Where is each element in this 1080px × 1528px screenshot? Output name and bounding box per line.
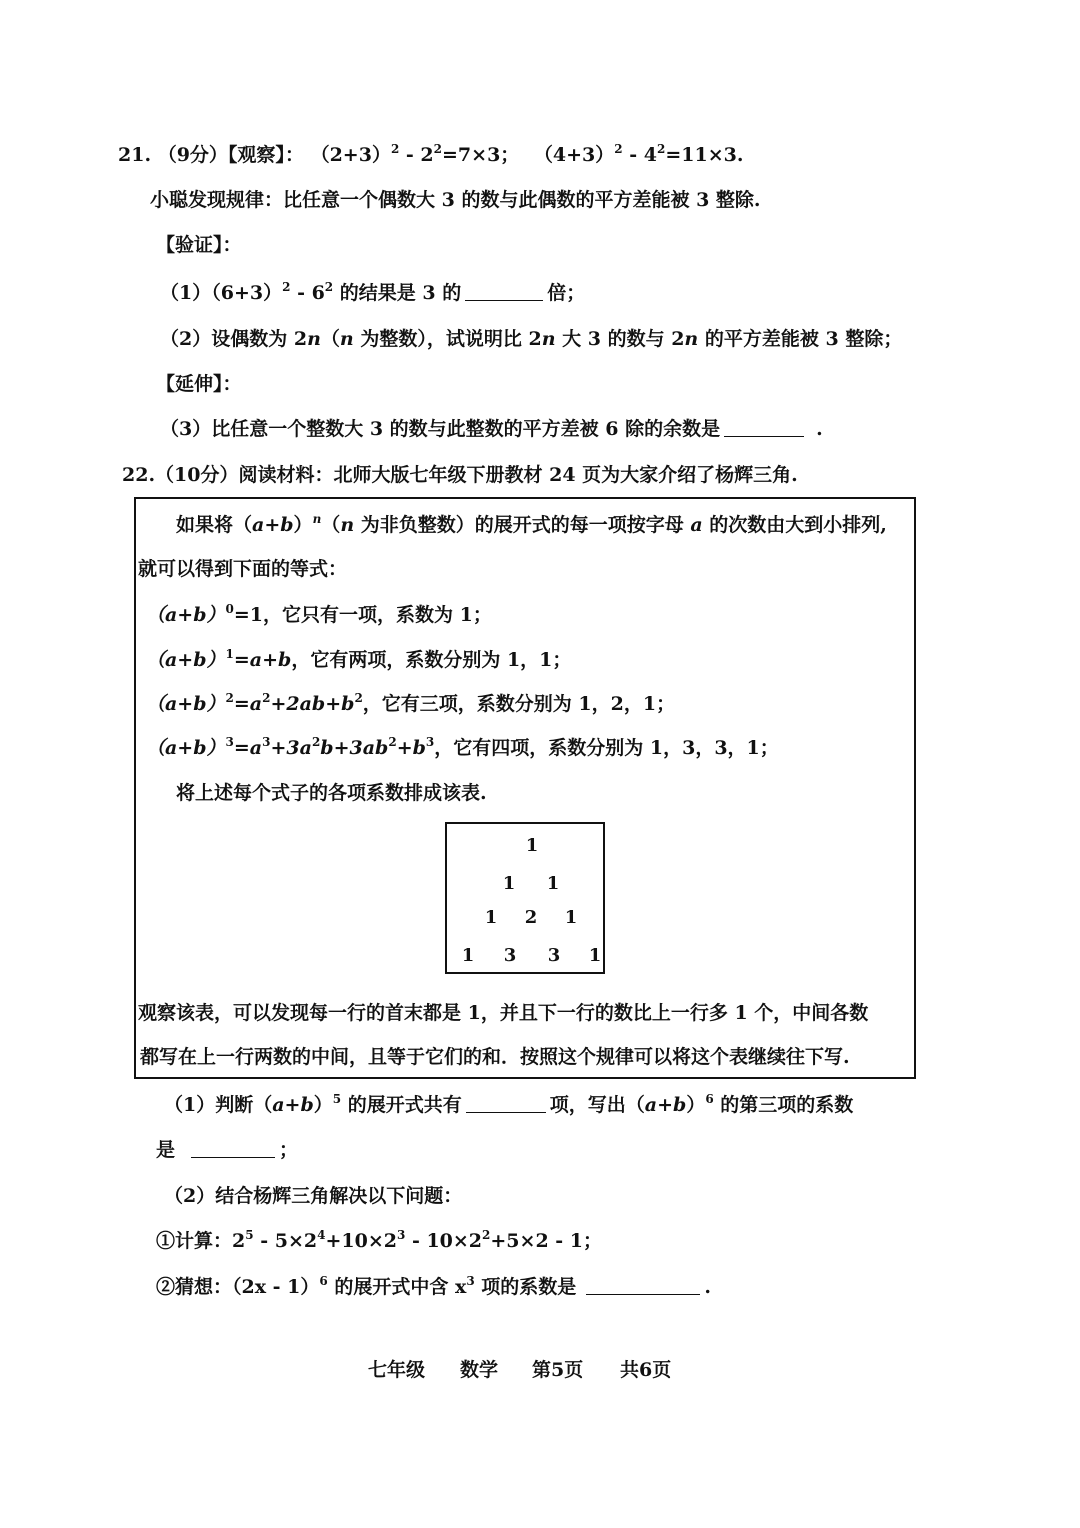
q21-rule: 小聪发现规律：比任意一个偶数大 3 的数与此偶数的平方差能被 3 整除. xyxy=(150,189,761,211)
tri-row3-cell1: 3 xyxy=(503,945,517,966)
q21-part-2: （2）设偶数为 2n（n 为整数），试说明比 2n 大 3 的数与 2n 的平方差能被 3 整除； xyxy=(160,328,903,350)
q22-guess: ②猜想：（2x - 1）$^6$ 的展开式中含 $x^3$ 项的系数是 . xyxy=(156,1274,711,1298)
q22-arrange-text: 将上述每个式子的各项系数排成该表. xyxy=(176,782,487,804)
footer-subject: 数学 xyxy=(460,1359,499,1381)
q21-verify-heading: 【验证】： xyxy=(156,234,242,256)
q22-blank-terms[interactable] xyxy=(466,1094,546,1113)
tri-row0-cell0: 1 xyxy=(525,835,539,856)
footer-page: 第5页 xyxy=(532,1359,584,1381)
tri-row1-cell0: 1 xyxy=(502,873,516,894)
q21-observe-tag: 【观察】 xyxy=(227,144,285,166)
tri-row3-cell0: 1 xyxy=(461,945,475,966)
q21-number: 21. xyxy=(118,144,152,166)
q21-example-2: $(4+3)^2 - 4^2=11\times 3$. xyxy=(533,142,744,166)
q22-sub-1-line-2: 是 ； xyxy=(156,1139,299,1161)
q21-blank-1[interactable] xyxy=(465,282,543,301)
tri-row1-cell1: 1 xyxy=(546,873,560,894)
eq-power-0: $(a+b)^0=1$，它只有一项，系数为 1； xyxy=(146,602,492,626)
footer-total: 共6页 xyxy=(620,1359,672,1381)
q21-extend-heading: 【延伸】： xyxy=(156,373,242,395)
q21-header: 21. （9分）【观察】： $(2+3)^2 - 2^2=7\times 3$； $(4+3)^2 - 4^2=11\times 3$. xyxy=(118,142,744,166)
q22-sub-2-heading: （2）结合杨辉三角解决以下问题： xyxy=(164,1185,463,1207)
q22-observe-line-2: 都写在上一行两数的中间，且等于它们的和．按照这个规律可以将这个表继续往下写. xyxy=(140,1046,850,1068)
tri-row3-cell2: 3 xyxy=(547,945,561,966)
q21-example-1: $(2+3)^2 - 2^2=7\times 3$； xyxy=(310,142,520,166)
tri-row2-cell2: 1 xyxy=(564,907,578,928)
eq-power-3: $(a+b)^3=a^3+3a^2b+3ab^2+b^3$，它有四项，系数分别为 1，3，3，1； xyxy=(146,735,779,759)
q22-intro-line-1: 如果将$(a+b)^n(n$ 为非负整数）的展开式的每一项按字母 a 的次数由大到小排列, xyxy=(176,512,887,536)
q21-blank-3[interactable] xyxy=(724,418,804,437)
q22-header: 22.（10分）阅读材料：北师大版七年级下册教材 24 页为大家介绍了杨辉三角. xyxy=(122,464,798,486)
q21-part-3: （3）比任意一个整数大 3 的数与此整数的平方差被 6 除的余数是 . xyxy=(160,418,823,440)
yanghui-triangle-table xyxy=(445,822,605,974)
eq-power-2: $(a+b)^2=a^2+2ab+b^2$，它有三项，系数分别为 1，2，1； xyxy=(146,691,676,715)
q22-calc: ①计算：$2^5 - 5\times 2^4+10\times 2^3 - 10\times 2^2+5\times 2 - 1$； xyxy=(156,1228,603,1252)
q22-blank-coefficient[interactable] xyxy=(191,1139,275,1158)
q22-observe-line-1: 观察该表，可以发现每一行的首末都是 1，并且下一行的数比上一行多 1 个，中间各数 xyxy=(138,1002,869,1024)
q22-intro-line-2: 就可以得到下面的等式： xyxy=(138,558,348,580)
tri-row2-cell1: 2 xyxy=(524,907,538,928)
footer-grade: 七年级 xyxy=(368,1359,426,1381)
tri-row3-cell3: 1 xyxy=(588,945,602,966)
q22-blank-guess[interactable] xyxy=(586,1276,700,1295)
q22-sub-1: （1）判断$(a+b)^5$ 的展开式共有 项，写出$(a+b)^6$ 的第三项的系数 xyxy=(164,1092,854,1116)
tri-row2-cell0: 1 xyxy=(484,907,498,928)
q21-part-1: $(1)(6+3)^2 - 6^2$ 的结果是 3 的 倍； xyxy=(160,280,586,304)
eq-power-1: $(a+b)^1=a+b$，它有两项，系数分别为 1，1； xyxy=(146,647,572,671)
